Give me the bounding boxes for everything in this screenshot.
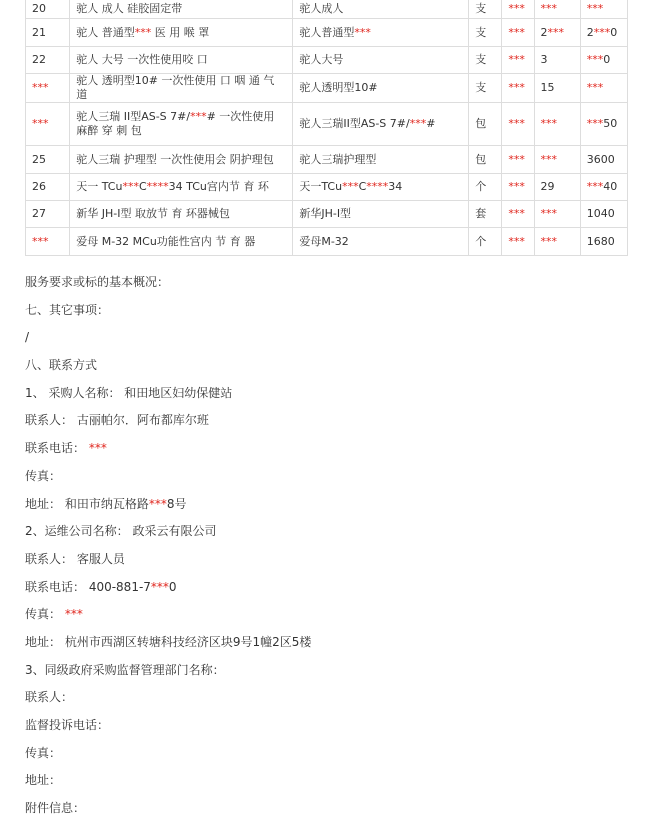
masked-value: *** xyxy=(586,180,604,193)
line-label: 2、运维公司名称： 政采云有限公司 xyxy=(25,524,217,539)
amount-cell: 1040 xyxy=(580,201,627,228)
quantity-cell xyxy=(534,228,580,256)
amount-cell xyxy=(580,0,627,19)
contact-section xyxy=(25,269,635,823)
table-row xyxy=(26,174,628,201)
masked-value: *** xyxy=(88,441,107,456)
price-cell xyxy=(502,146,534,174)
line-value xyxy=(89,441,107,455)
table-row xyxy=(26,103,628,146)
masked-value: *** xyxy=(32,81,49,94)
amount-cell: ***0 xyxy=(580,47,627,74)
line-label: 联系电话： 400-881-7 xyxy=(25,579,151,594)
masked-value: **** xyxy=(366,180,389,193)
line-label: 联系人： 古丽帕尔．阿布都库尔班 xyxy=(25,413,209,428)
row-number-cell: 25 xyxy=(26,146,70,174)
quantity-cell xyxy=(534,201,580,228)
price-cell xyxy=(502,228,534,256)
line-value: ***0 xyxy=(150,579,177,594)
item-model-cell: 驼人三瑞II型AS-S 7#/***# xyxy=(293,103,469,146)
table-row xyxy=(26,146,628,174)
masked-value: *** xyxy=(122,180,139,193)
line-label: 传真： xyxy=(25,468,62,483)
price-cell xyxy=(502,201,534,228)
quantity-cell: 29 xyxy=(534,174,580,201)
table-row xyxy=(26,201,628,228)
line-label: / xyxy=(25,330,30,345)
item-model-cell: 驼人三瑞护理型 xyxy=(293,146,469,174)
masked-value: *** xyxy=(190,110,207,123)
item-name-cell: 驼人三瑞 护理型 一次性使用会 阴护理包 xyxy=(70,146,293,174)
amount-cell: 1680 xyxy=(580,228,627,256)
price-cell xyxy=(502,19,534,47)
item-model-cell: 新华JH-I型 xyxy=(293,201,469,228)
price-cell xyxy=(502,174,534,201)
row-number-cell xyxy=(26,74,70,103)
quantity-cell: 3 xyxy=(534,47,580,74)
masked-value: *** xyxy=(586,53,604,66)
text-line xyxy=(25,574,635,602)
item-name-cell: 驼人 成人 硅胶固定带 xyxy=(70,0,293,19)
masked-value: *** xyxy=(508,180,525,193)
item-model-cell: 驼人成人 xyxy=(293,0,469,19)
masked-value: *** xyxy=(32,117,49,130)
unit-cell: 套 xyxy=(469,201,502,228)
item-model-cell: 天一TCu***C****34 xyxy=(293,174,469,201)
text-line xyxy=(25,297,635,325)
text-line xyxy=(25,684,635,712)
masked-value: *** xyxy=(134,25,152,39)
quantity-cell xyxy=(534,0,580,19)
line-label: 八、联系方式 xyxy=(25,358,98,373)
text-line xyxy=(25,795,635,823)
text-line xyxy=(25,435,635,463)
text-line xyxy=(25,601,635,629)
masked-value: *** xyxy=(593,25,611,39)
masked-value: **** xyxy=(146,180,169,193)
item-name-cell: 天一 TCu***C****34 TCu宫内节 育 环 xyxy=(70,174,293,201)
masked-value: *** xyxy=(508,1,525,15)
row-number-cell: 26 xyxy=(26,174,70,201)
text-line xyxy=(25,657,635,685)
masked-value: *** xyxy=(540,207,558,220)
text-line xyxy=(25,352,635,380)
quantity-cell xyxy=(534,146,580,174)
item-name-cell: 驼人 透明型10# 一次性使用 口 咽 通 气 道 xyxy=(70,74,293,103)
row-number-cell xyxy=(26,103,70,146)
items-table xyxy=(25,0,628,256)
item-name-cell: 驼人 大号 一次性使用咬 口 xyxy=(70,47,293,74)
unit-cell: 支 xyxy=(469,19,502,47)
table-row xyxy=(26,19,628,47)
unit-cell: 支 xyxy=(469,47,502,74)
unit-cell: 支 xyxy=(469,74,502,103)
masked-value: *** xyxy=(64,607,83,622)
masked-value: *** xyxy=(508,152,525,166)
unit-cell: 个 xyxy=(469,228,502,256)
text-line xyxy=(25,546,635,574)
line-label: 联系人： 客服人员 xyxy=(25,551,125,566)
text-line xyxy=(25,767,635,795)
table-row xyxy=(26,47,628,74)
line-label: 附件信息： xyxy=(25,801,86,816)
price-cell xyxy=(502,0,534,19)
line-label: 联系人： xyxy=(25,690,74,705)
text-line xyxy=(25,407,635,435)
item-name-cell: 新华 JH-I型 取放节 育 环器械包 xyxy=(70,201,293,228)
masked-value: *** xyxy=(32,234,49,248)
masked-value: *** xyxy=(586,1,604,15)
table-row xyxy=(26,74,628,103)
item-model-cell: 驼人普通型*** xyxy=(293,19,469,47)
price-cell xyxy=(502,103,534,146)
line-label: 地址： 杭州市西湖区转塘科技经济区块9号1幢2区5楼 xyxy=(25,634,312,649)
item-name-cell: 爱母 M-32 MCu功能性宫内 节 育 器 xyxy=(70,228,293,256)
line-label: 1、 采购人名称： 和田地区妇幼保健站 xyxy=(25,385,233,400)
item-name-cell: 驼人三瑞 II型AS-S 7#/***# 一次性使用 麻醉 穿 刺 包 xyxy=(70,103,293,146)
item-model-cell: 驼人透明型10# xyxy=(293,74,469,103)
masked-value: *** xyxy=(508,53,525,66)
line-label: 3、同级政府采购监督管理部门名称： xyxy=(25,662,225,677)
masked-value: *** xyxy=(540,152,558,166)
amount-cell: ***40 xyxy=(580,174,627,201)
masked-value: *** xyxy=(540,117,558,130)
masked-value: *** xyxy=(508,81,525,94)
quantity-cell: 15 xyxy=(534,74,580,103)
table-row xyxy=(26,228,628,256)
row-number-cell: 22 xyxy=(26,47,70,74)
row-number-cell: 20 xyxy=(26,0,70,19)
masked-value: *** xyxy=(150,579,169,594)
amount-cell xyxy=(580,74,627,103)
text-line xyxy=(25,491,635,519)
masked-value: *** xyxy=(508,117,525,130)
text-line xyxy=(25,269,635,297)
line-label: 传真： xyxy=(25,607,65,622)
line-label: 联系电话： xyxy=(25,441,89,456)
text-line xyxy=(25,324,635,352)
masked-value: *** xyxy=(508,25,525,39)
line-label: 监督投诉电话： xyxy=(25,718,110,732)
quantity-cell xyxy=(534,103,580,146)
row-number-cell: 27 xyxy=(26,201,70,228)
amount-cell: ***50 xyxy=(580,103,627,146)
text-line xyxy=(25,629,635,657)
masked-value: *** xyxy=(586,81,604,94)
masked-value: *** xyxy=(354,25,371,39)
masked-value: *** xyxy=(409,117,427,130)
masked-value: *** xyxy=(540,1,558,15)
unit-cell: 包 xyxy=(469,146,502,174)
items-table-body xyxy=(26,0,628,256)
line-value: ***8号 xyxy=(148,496,187,511)
masked-value: *** xyxy=(547,25,565,39)
text-line xyxy=(25,518,635,546)
masked-value: *** xyxy=(148,496,167,511)
quantity-cell: 2*** xyxy=(534,19,580,47)
masked-value: *** xyxy=(508,207,525,220)
amount-cell: 3600 xyxy=(580,146,627,174)
unit-cell: 个 xyxy=(469,174,502,201)
amount-cell: 2***0 xyxy=(580,19,627,47)
price-cell xyxy=(502,74,534,103)
line-label: 服务要求或标的基本概况： xyxy=(25,275,170,289)
unit-cell: 包 xyxy=(469,103,502,146)
line-label: 地址： xyxy=(25,773,62,788)
price-cell xyxy=(502,47,534,74)
item-model-cell: 驼人大号 xyxy=(293,47,469,74)
text-line xyxy=(25,380,635,408)
line-label: 地址： 和田市纳瓦格路 xyxy=(25,496,149,511)
masked-value: *** xyxy=(540,234,558,248)
row-number-cell xyxy=(26,228,70,256)
masked-value: *** xyxy=(586,117,604,130)
line-value xyxy=(65,607,83,621)
text-line xyxy=(25,463,635,491)
text-line xyxy=(25,740,635,768)
line-label: 传真： xyxy=(25,745,62,760)
item-name-cell: 驼人 普通型*** 医 用 喉 罩 xyxy=(70,19,293,47)
text-line xyxy=(25,712,635,740)
masked-value: *** xyxy=(508,234,525,248)
row-number-cell: 21 xyxy=(26,19,70,47)
line-label: 七、其它事项： xyxy=(25,302,110,317)
item-model-cell: 爱母M-32 xyxy=(293,228,469,256)
table-row xyxy=(26,0,628,19)
unit-cell: 支 xyxy=(469,0,502,19)
masked-value: *** xyxy=(342,180,359,193)
